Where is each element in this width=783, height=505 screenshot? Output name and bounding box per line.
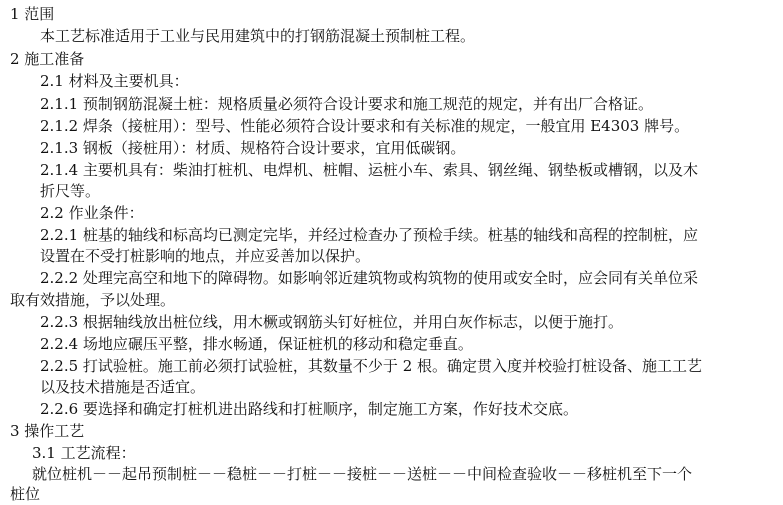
item-2-2-6: 2.2.6 要选择和确定打桩机进出路线和打桩顺序，制定施工方案，作好技术交底。 [40, 400, 578, 418]
item-2-2-5: 2.2.5 打试验桩。施工前必须打试验桩，其数量不少于 2 根。确定贯入度并校验打桩设备、施工工艺 [40, 357, 703, 375]
scope-paragraph: 本工艺标准适用于工业与民用建筑中的打钢筋混凝土预制桩工程。 [40, 27, 476, 45]
heading-3-operation: 3 操作工艺 [10, 422, 85, 440]
item-2-2-3: 2.2.3 根据轴线放出桩位线，用木橛或钢筋头钉好桩位，并用白灰作标志，以便于施打。 [40, 313, 623, 331]
process-flow-text: 就位桩机－－起吊预制桩－－稳桩－－打桩－－接桩－－送桩－－中间检查验收－－移桩机至下一个 [32, 465, 693, 483]
item-2-2-5-cont: 以及技术措施是否适宜。 [40, 378, 206, 396]
process-flow-text-cont: 桩位 [10, 485, 41, 503]
heading-2-2-conditions: 2.2 作业条件： [40, 204, 144, 222]
item-2-1-4-cont: 折尺等。 [40, 182, 101, 200]
item-2-1-3: 2.1.3 钢板（接桩用）：材质、规格符合设计要求，宜用低碳钢。 [40, 139, 466, 157]
item-2-1-2: 2.1.2 焊条（接桩用）：型号、性能必须符合设计要求和有关标准的规定，一般宜用 E4303 牌号。 [40, 117, 690, 135]
item-2-1-4: 2.1.4 主要机具有：柴油打桩机、电焊机、桩帽、运桩小车、索具、钢丝绳、钢垫板或槽钢，以及木 [40, 161, 698, 179]
item-2-2-1-cont: 设置在不受打桩影响的地点，并应妥善加以保护。 [40, 247, 371, 265]
heading-1-scope: 1 范围 [10, 5, 55, 23]
item-2-2-1: 2.2.1 桩基的轴线和标高均已测定完毕，并经过检查办了预检手续。桩基的轴线和高程的控制桩，应 [40, 226, 698, 244]
item-2-2-2-cont: 取有效措施，予以处理。 [10, 291, 176, 309]
heading-2-preparation: 2 施工准备 [10, 50, 85, 68]
heading-3-1-process-flow: 3.1 工艺流程： [32, 444, 136, 462]
item-2-2-2: 2.2.2 处理完高空和地下的障碍物。如影响邻近建筑物或构筑物的使用或安全时，应会同有关单位采 [40, 269, 698, 287]
item-2-2-4: 2.2.4 场地应碾压平整，排水畅通，保证桩机的移动和稳定垂直。 [40, 335, 473, 353]
item-2-1-1: 2.1.1 预制钢筋混凝土桩：规格质量必须符合设计要求和施工规范的规定，并有出厂合格证。 [40, 95, 653, 113]
heading-2-1-materials: 2.1 材料及主要机具： [40, 72, 189, 90]
